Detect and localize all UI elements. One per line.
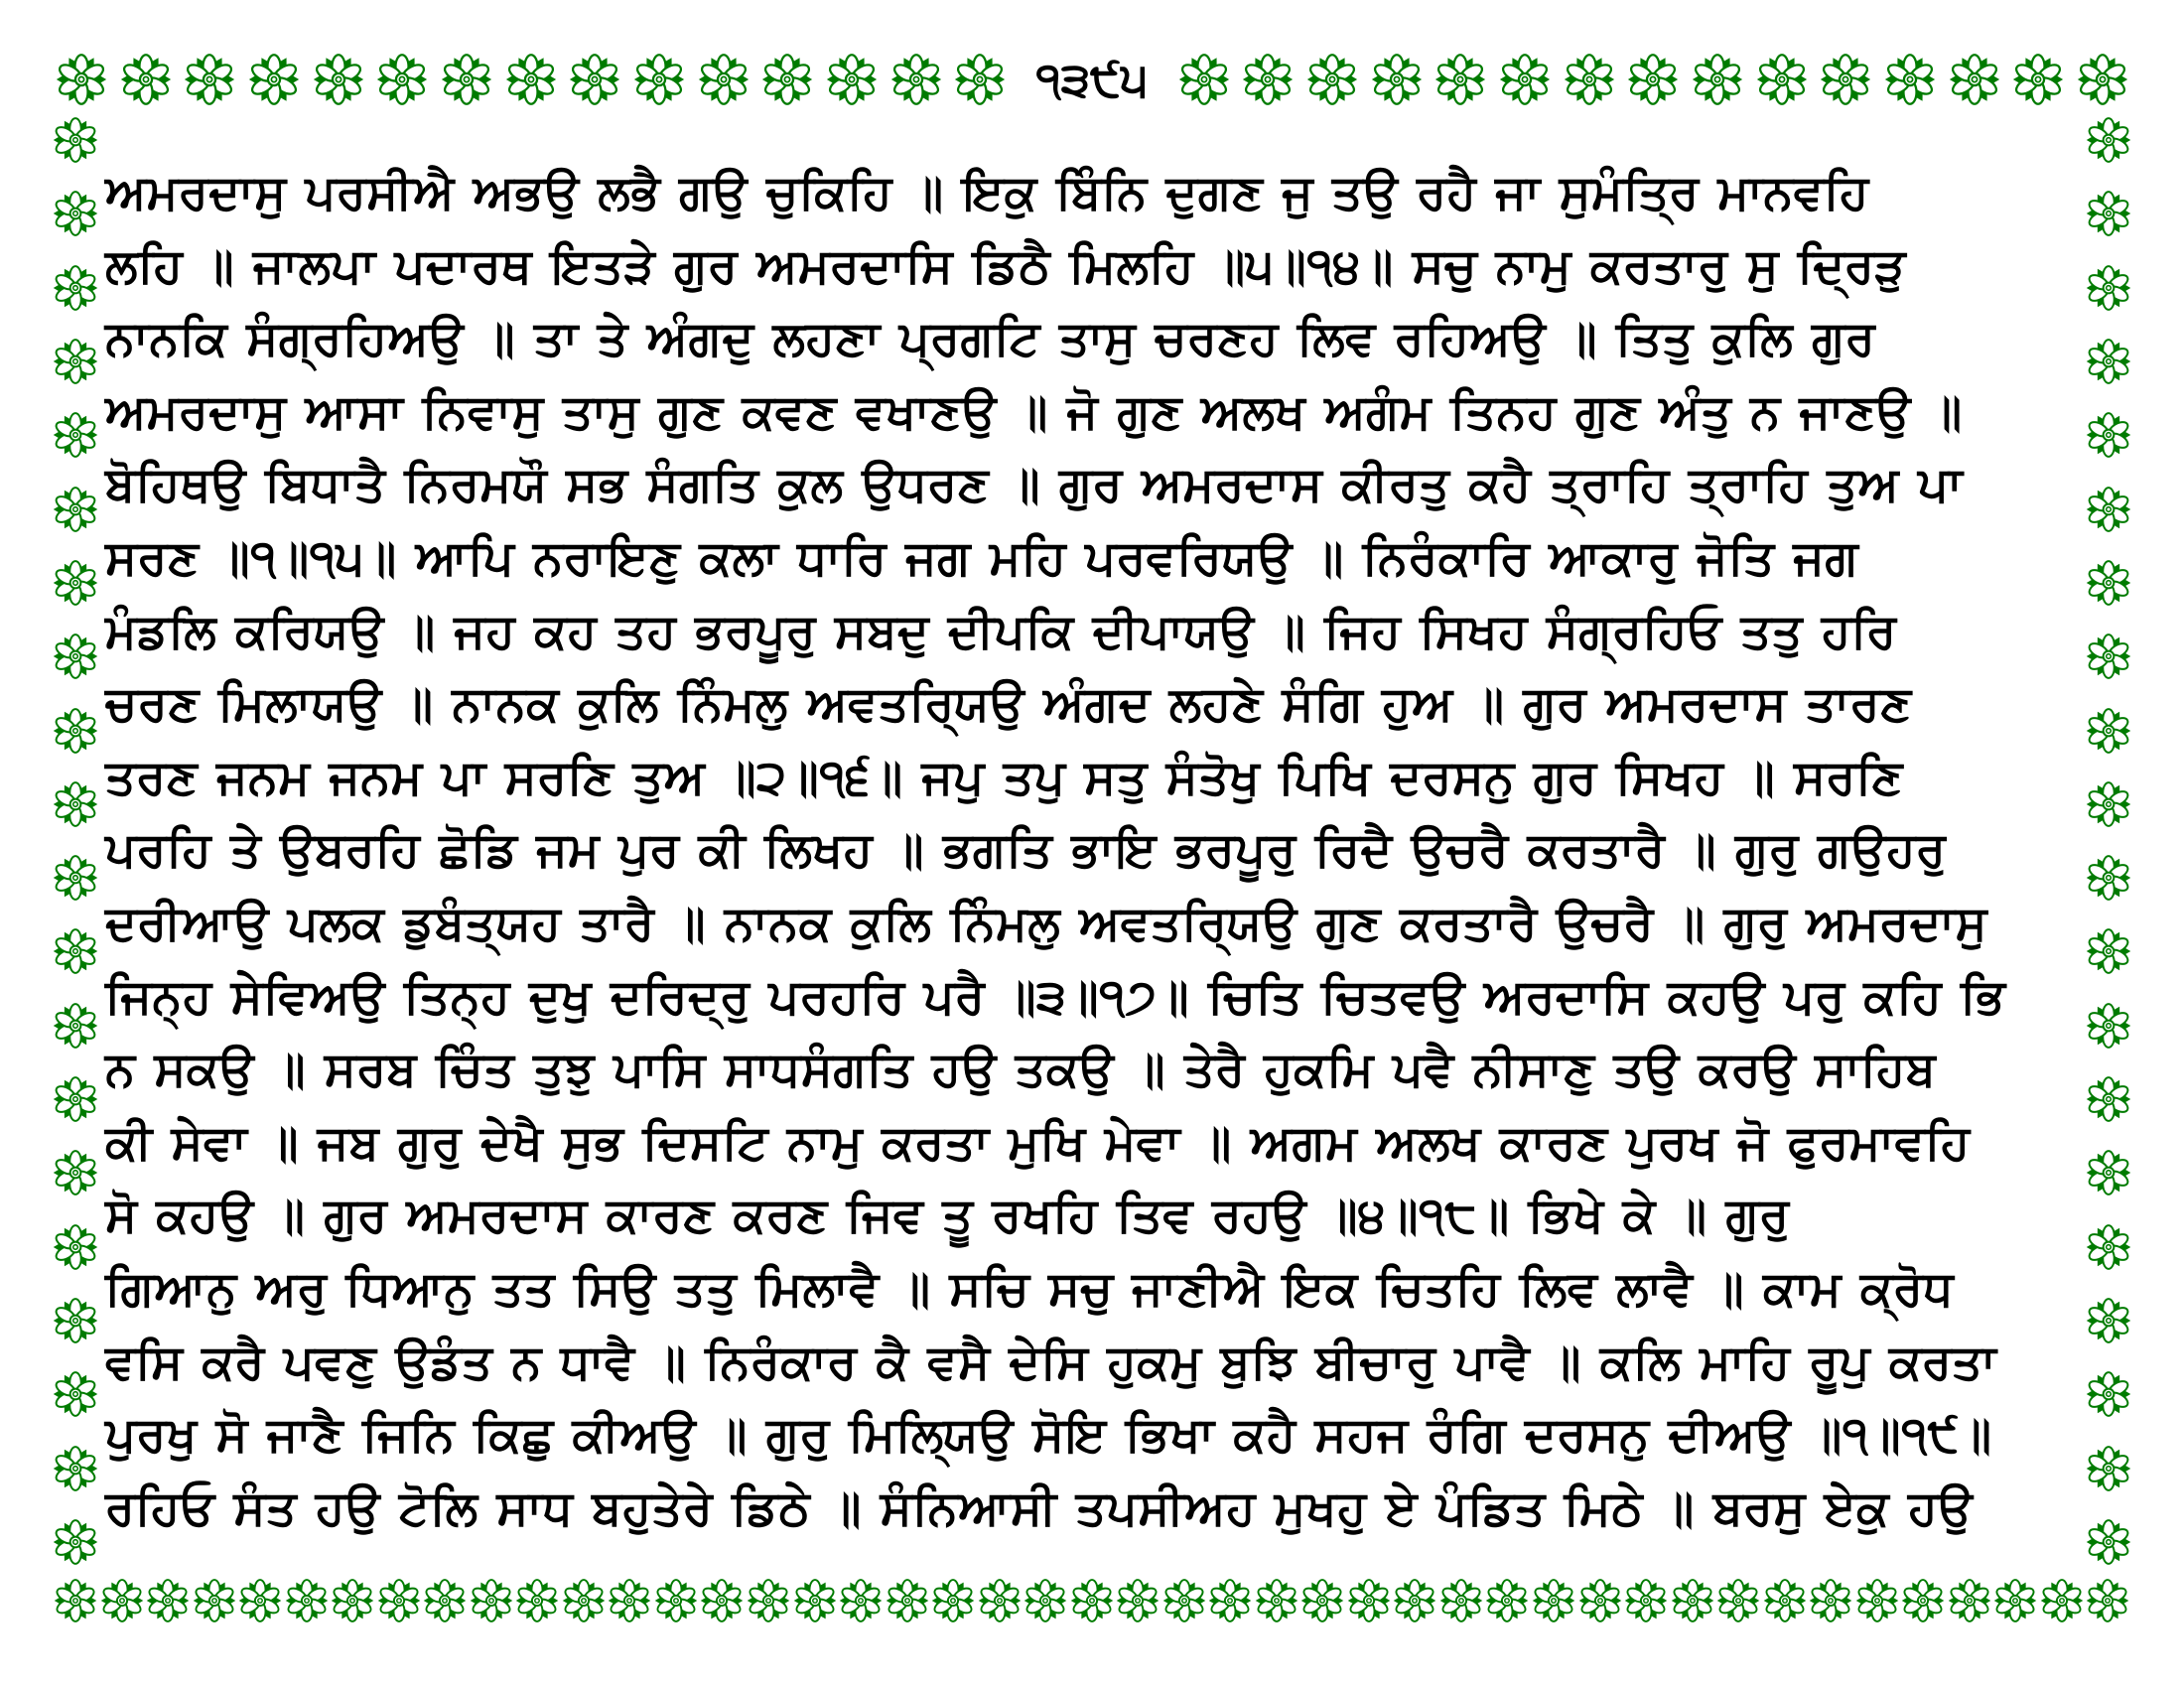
text-line-5: ਬੋਹਿਥਉ ਬਿਧਾਤੈ ਨਿਰਮਯੌ ਸਭ ਸੰਗਤਿ ਕੁਲ ਉਧਰਣ ॥ ਗੁਰ ਅਮਰਦਾਸ ਕੀਰਤੁ ਕਹੈ ਤ੍ਰਾਹਿ ਤ੍ਰਾਹਿ ਤੁਅ ਪਾ bbox=[105, 459, 1964, 512]
flower-ornament-icon bbox=[1756, 53, 1808, 106]
flower-ornament-icon bbox=[53, 410, 98, 460]
flower-ornament-icon bbox=[700, 1573, 744, 1628]
flower-ornament-icon bbox=[193, 1573, 236, 1628]
flower-ornament-icon bbox=[1070, 1573, 1114, 1628]
flower-ornament-icon bbox=[1820, 53, 1871, 106]
flower-ornament-icon bbox=[1809, 1573, 1852, 1628]
flower-ornament-icon bbox=[2086, 1444, 2131, 1493]
flower-ornament-icon bbox=[1255, 1573, 1298, 1628]
flower-ornament-icon bbox=[1993, 1573, 2037, 1628]
flower-ornament-icon bbox=[53, 706, 98, 756]
text-line-12: ਜਿਨ੍ਹ ਸੇਵਿਅਉ ਤਿਨ੍ਹ ਦੁਖੁ ਦਰਿਦ੍ਰੁ ਪਰਹਰਿ ਪਰੈ ॥੩॥੧੭॥ ਚਿਤਿ ਚਿਤਵਉ ਅਰਦਾਸਿ ਕਹਉ ਪਰੁ ਕਹਿ ਭਿ bbox=[105, 970, 2006, 1024]
flower-ornament-icon bbox=[53, 926, 98, 976]
flower-ornament-icon bbox=[1485, 1573, 1529, 1628]
flower-ornament-icon bbox=[654, 1573, 698, 1628]
left-border-ornaments bbox=[52, 115, 99, 1567]
text-line-6: ਸਰਣ ॥੧॥੧੫॥ ਆਪਿ ਨਰਾਇਣੁ ਕਲਾ ਧਾਰਿ ਜਗ ਮਹਿ ਪਰਵਰਿਯਉ ॥ ਨਿਰੰਕਾਰਿ ਆਕਾਰੁ ਜੋਤਿ ਜਗ bbox=[105, 531, 1859, 585]
flower-ornament-icon bbox=[2086, 485, 2131, 534]
flower-ornament-icon bbox=[1627, 53, 1679, 106]
flower-ornament-icon bbox=[1242, 53, 1294, 106]
flower-ornament-icon bbox=[2086, 706, 2131, 756]
flower-ornament-icon bbox=[53, 1296, 98, 1345]
flower-ornament-icon bbox=[1716, 1573, 1760, 1628]
flower-ornament-icon bbox=[2086, 410, 2131, 460]
flower-ornament-icon bbox=[761, 53, 813, 106]
flower-ornament-icon bbox=[793, 1573, 837, 1628]
flower-ornament-icon bbox=[1532, 1573, 1575, 1628]
bottom-border-ornaments bbox=[54, 1573, 2130, 1628]
flower-ornament-icon bbox=[2086, 558, 2131, 608]
flower-ornament-icon bbox=[978, 1573, 1022, 1628]
flower-ornament-icon bbox=[238, 1573, 282, 1628]
text-line-11: ਦਰੀਆਉ ਪਲਕ ਡੁਬੰਤ੍ਯਹ ਤਾਰੈ ॥ ਨਾਨਕ ਕੁਲਿ ਨਿੰਮਲੁ ਅਵਤਰ੍ਯਿਉ ਗੁਣ ਕਰਤਾਰੈ ਉਚਰੈ ॥ ਗੁਰੁ ਅਮਰਦਾਸੁ bbox=[105, 897, 1987, 950]
flower-ornament-icon bbox=[100, 1573, 144, 1628]
flower-ornament-icon bbox=[53, 853, 98, 903]
flower-ornament-icon bbox=[1300, 1573, 1344, 1628]
flower-ornament-icon bbox=[184, 53, 235, 106]
top-border-right-ornaments bbox=[1178, 52, 2128, 107]
text-line-17: ਵਸਿ ਕਰੈ ਪਵਣੁ ਉਡੰਤ ਨ ਧਾਵੈ ॥ ਨਿਰੰਕਾਰ ਕੈ ਵਸੈ ਦੇਸਿ ਹੁਕਮੁ ਬੁਝਿ ਬੀਚਾਰੁ ਪਾਵੈ ॥ ਕਲਿ ਮਾਹਿ ਰੂਪੁ ਕਰਤਾ bbox=[105, 1336, 1997, 1389]
flower-ornament-icon bbox=[1949, 53, 2000, 106]
flower-ornament-icon bbox=[1306, 53, 1358, 106]
flower-ornament-icon bbox=[2086, 1296, 2131, 1345]
flower-ornament-icon bbox=[1499, 53, 1551, 106]
flower-ornament-icon bbox=[441, 53, 492, 106]
flower-ornament-icon bbox=[1692, 53, 1743, 106]
flower-ornament-icon bbox=[423, 1573, 467, 1628]
flower-ornament-icon bbox=[53, 779, 98, 829]
flower-ornament-icon bbox=[1763, 1573, 1807, 1628]
flower-ornament-icon bbox=[1624, 1573, 1668, 1628]
flower-ornament-icon bbox=[53, 1148, 98, 1197]
flower-ornament-icon bbox=[285, 1573, 329, 1628]
flower-ornament-icon bbox=[53, 115, 98, 165]
flower-ornament-icon bbox=[2086, 337, 2131, 386]
flower-ornament-icon bbox=[562, 1573, 606, 1628]
flower-ornament-icon bbox=[53, 1074, 98, 1124]
flower-ornament-icon bbox=[56, 53, 107, 106]
flower-ornament-icon bbox=[569, 53, 620, 106]
text-line-2: ਲਹਿ ॥ ਜਾਲਪਾ ਪਦਾਰਥ ਇਤੜੇ ਗੁਰ ਅਮਰਦਾਸਿ ਡਿਠੈ ਮਿਲਹਿ ॥੫॥੧੪॥ ਸਚੁ ਨਾਮੁ ਕਰਤਾਰੁ ਸੁ ਦ੍ਰਿੜੁ bbox=[105, 239, 1907, 293]
flower-ornament-icon bbox=[1208, 1573, 1252, 1628]
flower-ornament-icon bbox=[53, 189, 98, 238]
text-line-3: ਨਾਨਕਿ ਸੰਗ੍ਰਹਿਅਉ ॥ ਤਾ ਤੇ ਅੰਗਦੁ ਲਹਣਾ ਪ੍ਰਗਟਿ ਤਾਸੁ ਚਰਣਹ ਲਿਵ ਰਹਿਅਉ ॥ ਤਿਤੁ ਕੁਲਿ ਗੁਰ bbox=[105, 313, 1876, 366]
flower-ornament-icon bbox=[1162, 1573, 1206, 1628]
text-line-14: ਕੀ ਸੇਵਾ ॥ ਜਬ ਗੁਰੁ ਦੇਖੈ ਸੁਭ ਦਿਸਟਿ ਨਾਮੁ ਕਰਤਾ ਮੁਖਿ ਮੇਵਾ ॥ ਅਗਮ ਅਲਖ ਕਾਰਣ ਪੁਰਖ ਜੋ ਫੁਰਮਾਵਹਿ bbox=[105, 1116, 1971, 1170]
text-line-8: ਚਰਣ ਮਿਲਾਯਉ ॥ ਨਾਨਕ ਕੁਲਿ ਨਿੰਮਲੁ ਅਵਤਰ੍ਯਿਉ ਅੰਗਦ ਲਹਣੇ ਸੰਗਿ ਹੁਅ ॥ ਗੁਰ ਅਮਰਦਾਸ ਤਾਰਣ bbox=[105, 678, 1912, 732]
flower-ornament-icon bbox=[2086, 115, 2131, 165]
flower-ornament-icon bbox=[1671, 1573, 1714, 1628]
flower-ornament-icon bbox=[931, 1573, 975, 1628]
flower-ornament-icon bbox=[377, 1573, 421, 1628]
flower-ornament-icon bbox=[1564, 53, 1615, 106]
top-border-left-ornaments bbox=[56, 52, 1006, 107]
flower-ornament-icon bbox=[470, 1573, 513, 1628]
flower-ornament-icon bbox=[1116, 1573, 1160, 1628]
flower-ornament-icon bbox=[608, 1573, 651, 1628]
flower-ornament-icon bbox=[2086, 926, 2131, 976]
flower-ornament-icon bbox=[890, 53, 942, 106]
flower-ornament-icon bbox=[826, 53, 878, 106]
flower-ornament-icon bbox=[53, 1517, 98, 1567]
right-border-ornaments bbox=[2085, 115, 2132, 1567]
flower-ornament-icon bbox=[633, 53, 685, 106]
flower-ornament-icon bbox=[331, 1573, 374, 1628]
flower-ornament-icon bbox=[2086, 632, 2131, 681]
flower-ornament-icon bbox=[1948, 1573, 1991, 1628]
flower-ornament-icon bbox=[839, 1573, 883, 1628]
text-line-9: ਤਰਣ ਜਨਮ ਜਨਮ ਪਾ ਸਰਣਿ ਤੁਅ ॥੨॥੧੬॥ ਜਪੁ ਤਪੁ ਸਤੁ ਸੰਤੋਖੁ ਪਿਖਿ ਦਰਸਨੁ ਗੁਰ ਸਿਖਹ ॥ ਸਰਣਿ bbox=[105, 751, 1903, 804]
flower-ornament-icon bbox=[1439, 1573, 1483, 1628]
flower-ornament-icon bbox=[53, 485, 98, 534]
flower-ornament-icon bbox=[2086, 189, 2131, 238]
text-line-13: ਨ ਸਕਉ ॥ ਸਰਬ ਚਿੰਤ ਤੁਝੁ ਪਾਸਿ ਸਾਧਸੰਗਤਿ ਹਉ ਤਕਉ ॥ ਤੇਰੈ ਹੁਕਮਿ ਪਵੈ ਨੀਸਾਣੁ ਤਉ ਕਰਉ ਸਾਹਿਬ bbox=[105, 1044, 1937, 1097]
flower-ornament-icon bbox=[2086, 1074, 2131, 1124]
flower-ornament-icon bbox=[313, 53, 364, 106]
flower-ornament-icon bbox=[2086, 1222, 2131, 1272]
flower-ornament-icon bbox=[53, 1444, 98, 1493]
flower-ornament-icon bbox=[53, 1222, 98, 1272]
flower-ornament-icon bbox=[2077, 53, 2128, 106]
flower-ornament-icon bbox=[2086, 1517, 2131, 1567]
text-line-15: ਸੋ ਕਹਉ ॥ ਗੁਰ ਅਮਰਦਾਸ ਕਾਰਣ ਕਰਣ ਜਿਵ ਤੂ ਰਖਹਿ ਤਿਵ ਰਹਉ ॥੪॥੧੮॥ ਭਿਖੇ ਕੇ ॥ ਗੁਰੁ bbox=[105, 1190, 1790, 1243]
flower-ornament-icon bbox=[53, 263, 98, 313]
flower-ornament-icon bbox=[146, 1573, 190, 1628]
flower-ornament-icon bbox=[2012, 53, 2064, 106]
flower-ornament-icon bbox=[53, 1369, 98, 1419]
flower-ornament-icon bbox=[248, 53, 300, 106]
flower-ornament-icon bbox=[1901, 1573, 1945, 1628]
text-line-16: ਗਿਆਨੁ ਅਰੁ ਧਿਆਨੁ ਤਤ ਸਿਉ ਤਤੁ ਮਿਲਾਵੈ ॥ ਸਚਿ ਸਚੁ ਜਾਣੀਐ ਇਕ ਚਿਤਹਿ ਲਿਵ ਲਾਵੈ ॥ ਕਾਮ ਕ੍ਰੋਧ bbox=[105, 1262, 1955, 1316]
page-number: ੧੩੯੫ bbox=[1035, 53, 1149, 105]
flower-ornament-icon bbox=[2086, 1573, 2129, 1628]
flower-ornament-icon bbox=[1393, 1573, 1436, 1628]
flower-ornament-icon bbox=[1434, 53, 1486, 106]
flower-ornament-icon bbox=[1347, 1573, 1391, 1628]
text-line-4: ਅਮਰਦਾਸੁ ਆਸਾ ਨਿਵਾਸੁ ਤਾਸੁ ਗੁਣ ਕਵਣ ਵਖਾਣਉ ॥ ਜੋ ਗੁਣ ਅਲਖ ਅਗੰਮ ਤਿਨਹ ਗੁਣ ਅੰਤੁ ਨ ਜਾਣਉ ॥ bbox=[105, 385, 1963, 439]
text-line-7: ਮੰਡਲਿ ਕਰਿਯਉ ॥ ਜਹ ਕਹ ਤਹ ਭਰਪੂਰੁ ਸਬਦੁ ਦੀਪਕਿ ਦੀਪਾਯਉ ॥ ਜਿਹ ਸਿਖਹ ਸੰਗ੍ਰਹਿਓ ਤਤੁ ਹਰਿ bbox=[105, 605, 1897, 658]
flower-ornament-icon bbox=[53, 1001, 98, 1051]
flower-ornament-icon bbox=[2040, 1573, 2084, 1628]
flower-ornament-icon bbox=[120, 53, 172, 106]
flower-ornament-icon bbox=[515, 1573, 559, 1628]
flower-ornament-icon bbox=[698, 53, 750, 106]
flower-ornament-icon bbox=[54, 1573, 97, 1628]
text-line-1: ਅਮਰਦਾਸੁ ਪਰਸੀਐ ਅਭਉ ਲਭੈ ਗਉ ਚੁਕਿਹਿ ॥ ਇਕੁ ਬਿੰਨਿ ਦੁਗਣ ਜੁ ਤਉ ਰਹੈ ਜਾ ਸੁਮੰਤ੍ਰਿ ਮਾਨਵਹਿ bbox=[105, 167, 1869, 219]
flower-ornament-icon bbox=[1884, 53, 1936, 106]
flower-ornament-icon bbox=[2086, 1001, 2131, 1051]
flower-ornament-icon bbox=[53, 632, 98, 681]
flower-ornament-icon bbox=[376, 53, 428, 106]
flower-ornament-icon bbox=[2086, 853, 2131, 903]
flower-ornament-icon bbox=[2086, 263, 2131, 313]
flower-ornament-icon bbox=[1578, 1573, 1622, 1628]
flower-ornament-icon bbox=[1371, 53, 1423, 106]
flower-ornament-icon bbox=[954, 53, 1006, 106]
flower-ornament-icon bbox=[53, 558, 98, 608]
text-line-10: ਪਰਹਿ ਤੇ ਉਬਰਹਿ ਛੋਡਿ ਜਮ ਪੁਰ ਕੀ ਲਿਖਹ ॥ ਭਗਤਿ ਭਾਇ ਭਰਪੂਰੁ ਰਿਦੈ ਉਚਰੈ ਕਰਤਾਰੈ ॥ ਗੁਰੁ ਗਉਹਰੁ bbox=[105, 824, 1947, 878]
flower-ornament-icon bbox=[2086, 1369, 2131, 1419]
flower-ornament-icon bbox=[1855, 1573, 1899, 1628]
flower-ornament-icon bbox=[1024, 1573, 1067, 1628]
flower-ornament-icon bbox=[2086, 1148, 2131, 1197]
flower-ornament-icon bbox=[747, 1573, 790, 1628]
flower-ornament-icon bbox=[53, 337, 98, 386]
flower-ornament-icon bbox=[505, 53, 557, 106]
top-border bbox=[56, 52, 2128, 107]
flower-ornament-icon bbox=[1178, 53, 1230, 106]
flower-ornament-icon bbox=[886, 1573, 929, 1628]
scripture-text bbox=[105, 157, 2081, 1545]
flower-ornament-icon bbox=[2086, 779, 2131, 829]
text-line-19: ਰਹਿਓ ਸੰਤ ਹਉ ਟੋਲਿ ਸਾਧ ਬਹੁਤੇਰੇ ਡਿਠੇ ॥ ਸੰਨਿਆਸੀ ਤਪਸੀਅਹ ਮੁਖਹੁ ਏ ਪੰਡਿਤ ਮਿਠੇ ॥ ਬਰਸੁ ਏਕੁ ਹਉ bbox=[105, 1481, 1974, 1535]
text-line-18: ਪੁਰਖੁ ਸੋ ਜਾਣੈ ਜਿਨਿ ਕਿਛੁ ਕੀਅਉ ॥ ਗੁਰੁ ਮਿਲ੍ਯਿਉ ਸੋਇ ਭਿਖਾ ਕਹੈ ਸਹਜ ਰੰਗਿ ਦਰਸਨੁ ਦੀਅਉ ॥੧॥੧੯॥ bbox=[105, 1409, 1992, 1463]
